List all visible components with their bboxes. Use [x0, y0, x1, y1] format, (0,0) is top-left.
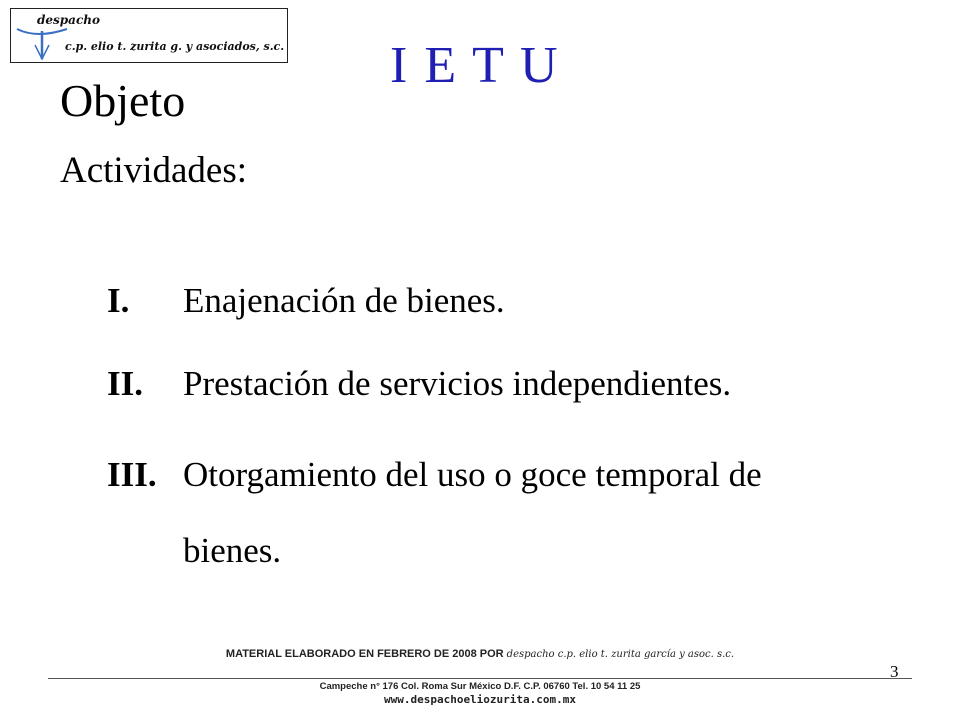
list-item-text: Prestación de servicios independientes. — [183, 364, 732, 403]
slide-title: I E T U — [390, 37, 560, 94]
page-number: 3 — [890, 662, 899, 681]
list-item-text: Otorgamiento del uso o goce temporal de — [183, 455, 762, 494]
list-item-number: III. — [107, 455, 157, 494]
company-logo — [10, 8, 288, 63]
footer-material-credit — [0, 648, 960, 660]
list-item-number: I. — [107, 281, 130, 320]
logo-firm-name: c.p. elio t. zurita g. y asociados, s.c. — [65, 40, 285, 53]
list-item-text: Enajenación de bienes. — [183, 281, 505, 320]
slide-subheading: Actividades: — [60, 150, 248, 191]
logo-small-text: despacho — [37, 13, 100, 27]
footer-material-text: MATERIAL ELABORADO EN FEBRERO DE 2008 POR — [225, 648, 504, 660]
footer-website: www.despachoeliozurita.com.mx — [383, 693, 577, 706]
footer-company-name: despacho c.p. elio t. zurita garcía y asoc. s.c. — [506, 649, 735, 660]
list-item-number: II. — [107, 364, 143, 403]
footer-address: Campeche n° 176 Col. Roma Sur México D.F. C.P. 06760 Tel. 10 54 11 25 — [319, 681, 641, 692]
footer-divider — [48, 678, 912, 679]
list-item-text-continuation: bienes. — [183, 531, 282, 570]
slide-heading: Objeto — [60, 75, 186, 126]
